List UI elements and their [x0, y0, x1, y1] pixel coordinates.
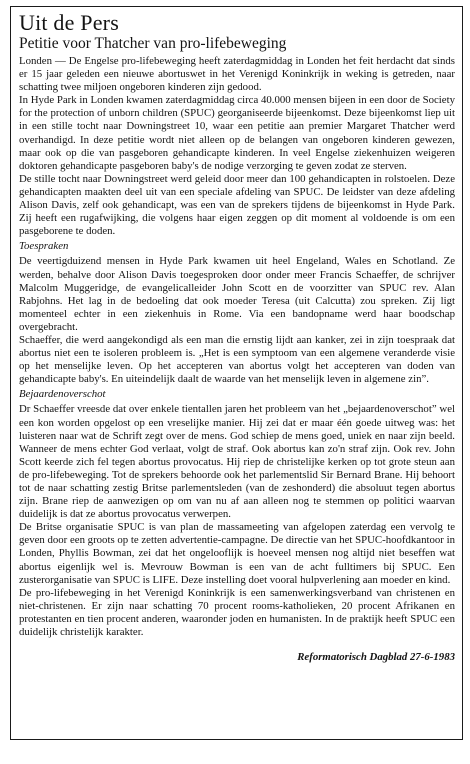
paragraph: Dr Schaeffer vreesde dat over enkele tientallen jaren het probleem van het „bejaardenoverschot” wel een kon worden opgelost op een vreselijke manier. Hij zei dat er maar één goede uitweg was: het luisteren naar wat de Schrift zegt over de mens. God schiep de mens goed, uniek en naar zijn beeld. Wanneer de mens echter God verlaat, volgt de straf. Ook abortus kan zo'n straf zijn. Ook rev. John Scott keerde zich fel tegen abortus provocatus. Hij riep de christelijke kerken op tot grote steun aan de pro-lifebeweging. Tot de sprekers behoorde ook het parlementslid Sir Bernard Brane. Hij behoort tot de naar schatting zestig Britse parlementsleden (van de zeshonderd) die absoluut tegen abortus zijn. Brane riep de aanwezigen op om van nu af aan alleen nog te stemmen op politici waarvan duidelijk is dat ze abortus provocatus verwerpen.	[19, 403, 455, 521]
source-citation: Reformatorisch Dagblad 27-6-1983	[297, 651, 455, 664]
section-heading: Bejaardenoverschot	[19, 388, 106, 401]
paragraph: In Hyde Park in Londen kwamen zaterdagmiddag circa 40.000 mensen bijeen in een door de Society for the protection of unborn children (SPUC) georganiseerde bijeenkomst. Deze bijeenkomst liep uit in een stille tocht naar Downingstreet 10, waar een petitie aan premier Margaret Thatcher werd overhandigd. In deze petitie wordt niet alleen op de belangen van ongeboren kinderen gewezen, maar ook op die van pasgeboren gehandicapte kinderen. In veel Engelse ziekenhuizen weigeren doktoren gehandicapte pasgeboren baby's de nodige verzorging te geven zodat ze sterven.	[19, 94, 455, 172]
page-title: Uit de Pers	[19, 10, 119, 35]
article	[19, 12, 455, 664]
section-heading: Toespraken	[19, 240, 69, 253]
paragraph: De Britse organisatie SPUC is van plan de massameeting van afgelopen zaterdag een vervolg te geven door een groots op te zetten advertentie-campagne. De directie van het SPUC-hoofdkantoor in Londen, Phyllis Bowman, zei dat het ongelooflijk is hoeveel mensen nog altijd niet beseffen wat abortus eigenlijk wel is. Mevrouw Bowman is een van de acht fulltimers bij SPUC. Een zusterorganisatie van SPUC is LIFE. Deze instelling doet vooral hulpverlening aan moeder en kind.	[19, 521, 455, 586]
paragraph: Schaeffer, die werd aangekondigd als een man die ernstig lijdt aan kanker, zei in zijn toespraak dat abortus niet een te isoleren probleem is. „Het is een symptoom van een algemene veranderde visie op het menselijke leven. Op het accepteren van abortus volgt het accepteren van doden van gehandicapte baby's. En uiteindelijk daalt de waarde van het menselijk leven in algemene zin”.	[19, 333, 455, 386]
paragraph: De veertigduizend mensen in Hyde Park kwamen uit heel Engeland, Wales en Schotland. Ze werden, behalve door Alison Davis toegesproken door onder meer Francis Schaeffer, de schrijver Malcolm Muggeridge, de evangelicalleider John Scott en de voorzitter van SPUC rev. Alan Rabjohns. Het lag in de bedoeling dat ook moeder Teresa (uit Calcutta) zou spreken. Zij ligt momenteel echter in een ziekenhuis in Rome. Via een bandopname werd haar boodschap overgebracht.	[19, 255, 455, 333]
paragraph: De stille tocht naar Downingstreet werd geleid door meer dan 100 gehandicapten in rolstoelen. Deze gehandicapten maakten deel uit van een speciale afdeling van SPUC. De leidster van deze afdeling Alison Davis, zelf ook gehandicapt, was een van de sprekers tijdens de bijeenkomst in Hyde Park. Zij heeft een rugafwijking, die volgens haar eigen zeggen op dit moment al voldoende is om een pasgeborene te doden.	[19, 172, 455, 238]
article-subtitle: Petitie voor Thatcher van pro-lifebeweging	[19, 35, 287, 52]
paragraph: De pro-lifebeweging in het Verenigd Koninkrijk is een samenwerkingsverband van christenen en niet-christenen. Er zijn naar schatting 70 procent rooms-katholieken, 20 procent Afrikanen en protestanten en tien procent anderen, waaronder joden en humanisten. In de praktijk heeft SPUC een duidelijk christelijk karakter.	[19, 586, 455, 639]
paragraph: Londen — De Engelse pro-lifebeweging heeft zaterdagmiddag in Londen het feit herdacht dat sinds er 15 jaar geleden een nieuwe abortuswet in het Verenigd Koninkrijk in weking is getreden, naar schatting twee miljoen ongeboren kinderen zijn gedood.	[19, 55, 455, 94]
